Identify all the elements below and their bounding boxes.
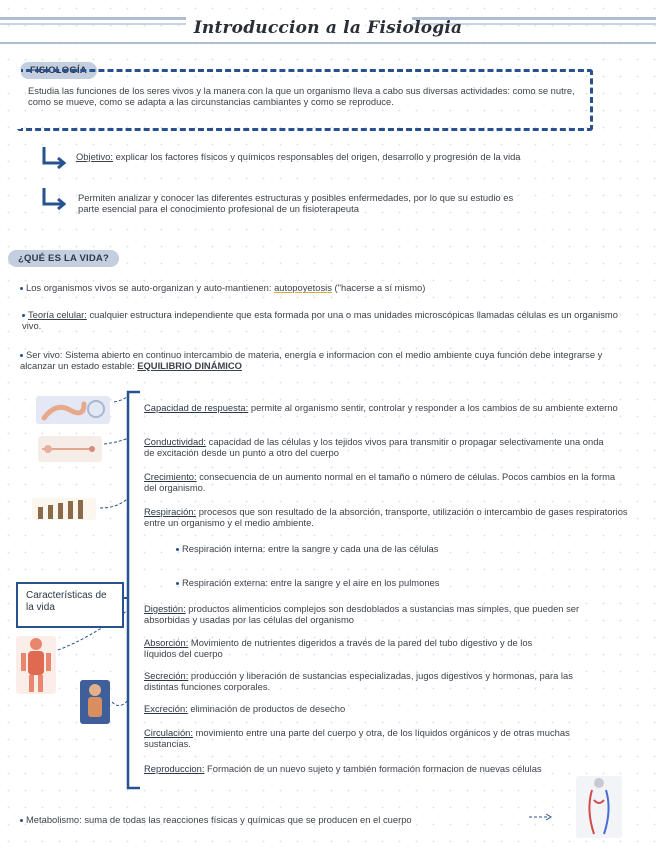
objetivo-text (76, 152, 546, 163)
vida-b1-post: ("hacerse a sí mismo) (331, 282, 426, 293)
char-item-text: movimiento entre una parte del cuerpo y otra, de los líquidos orgánicos y de otras muchas sustancias. (144, 727, 570, 749)
char-item-text: productos alimenticios complejos son desdoblados a sustancias mas simples, que pueden ser absorbidas y usadas por las células del organismo (144, 603, 580, 625)
autopoyetosis-word: autopoyetosis (274, 282, 332, 293)
char-item-respiracion (144, 507, 630, 528)
bullet-dot (176, 548, 179, 551)
equilibrio-dinamico: EQUILIBRIO DINÁMICO (137, 359, 242, 371)
objetivo-label: Objetivo: (76, 151, 113, 162)
char-item-text: capacidad de las células y los tejidos vivos para transmitir o propagar selectivamente una onda de excitación desde un punto a otro del cuerpo (144, 436, 604, 458)
char-item-reproduccion (144, 764, 580, 775)
char-item-label: Excreción: (144, 703, 188, 714)
bullet-dot (20, 287, 23, 290)
teoria-celular-text: cualquier estructura independiente que esta formada por una o mas unidades microscópicas llamadas células es un organismo vivo. (22, 309, 618, 331)
char-item-label: Circulación: (144, 727, 193, 738)
char-item-text: procesos que son resultado de la absorción, transporte, utilización o intercambio de gases respiratorios entre un organismo y el medio ambiente. (144, 506, 628, 528)
metabolismo-line (20, 815, 580, 826)
char-item-absorcion (144, 638, 564, 659)
permiten-text: Permiten analizar y conocer las diferentes estructuras y posibles enfermedades, por lo que su estudio es parte esencial para el conocimiento profesional de un fisioterapeuta (78, 192, 514, 214)
fisiologia-text: Estudia las funciones de los seres vivos y la manera con la que un organismo lleva a cabo sus diversas actividades: como se nutre, como se mueve, como se adapta a las circunstancias cambiantes y como se reproduce. (28, 85, 575, 107)
vida-bullet-2 (22, 310, 622, 331)
bullet-dot (20, 354, 23, 357)
char-item-digestion (144, 604, 584, 625)
vida-b1-pre: Los organismos vivos se auto-organizan y auto-mantienen: (26, 282, 275, 293)
char-item-label: Absorción: (144, 637, 189, 648)
char-item-respuesta (144, 403, 630, 414)
box-gap (17, 69, 21, 129)
vida-bullet-3 (20, 350, 630, 371)
char-item-label: Crecimiento: (144, 471, 197, 482)
char-item-text: Formación de un nuevo sujeto y también formación formacion de nuevas células (204, 763, 542, 774)
dashed-arrow-icon (528, 812, 554, 822)
char-item-secrecion (144, 671, 594, 692)
resp-externa-text: Respiración externa: entre la sangre y el aire en los pulmones (182, 577, 440, 588)
char-item-text: producción y liberación de sustancias especializadas, jugos digestivos y hormonas, para las distintas funciones corporales. (144, 670, 573, 692)
vida-pill: ¿QUÉ ES LA VIDA? (8, 250, 119, 267)
char-item-label: Capacidad de respuesta: (144, 402, 249, 413)
metabolismo-text: Metabolismo: suma de todas las reacciones físicas y químicas que se producen en el cuerpo (26, 814, 412, 825)
bullet-dot (20, 819, 23, 822)
char-item-label: Conductividad: (144, 436, 207, 447)
resp-sub-externa (176, 578, 576, 589)
teoria-celular-label: Teoría celular: (28, 309, 87, 320)
char-item-excrecion (144, 704, 564, 715)
char-item-label: Digestión: (144, 603, 186, 614)
char-item-conductividad (144, 437, 614, 458)
title-rule-bottom (0, 42, 656, 44)
page-title: Introduccion a la Fisiologia (193, 18, 463, 38)
char-item-text: consecuencia de un aumento normal en el tamaño o número de células. Pocos cambios en la forma del organismo. (144, 471, 616, 493)
bullet-dot (22, 314, 25, 317)
bullet-dot (176, 582, 179, 585)
char-item-text: Movimiento de nutrientes digeridos a través de la pared del tubo digestivo y de los líquidos del cuerpo (144, 637, 533, 659)
arrow-icon (40, 145, 68, 169)
char-item-label: Secreción: (144, 670, 189, 681)
arrow-icon-2 (40, 186, 68, 210)
char-item-label: Reproduccion: (144, 763, 205, 774)
char-item-text: eliminación de productos de desecho (187, 703, 346, 714)
char-item-circulacion (144, 728, 604, 749)
char-item-crecimiento (144, 472, 630, 493)
objetivo-body: explicar los factores físicos y químicos responsables del origen, desarrollo y progresión de la vida (113, 151, 521, 162)
char-item-label: Respiración: (144, 506, 197, 517)
vida-bullet-1 (20, 283, 620, 294)
ser-vivo-text: Ser vivo: Sistema abierto en continuo intercambio de materia, energía e informacion con el medio ambiente cuya función debe integrarse y alcanzar un estado estable: (20, 349, 603, 371)
caracteristicas-box: Características de la vida (16, 582, 124, 628)
resp-sub-interna (176, 544, 476, 555)
char-item-text: permite al organismo sentir, controlar y responder a los cambios de su ambiente externo (248, 402, 618, 413)
circulatory-figure (576, 776, 622, 838)
fisiologia-pill: FISIOLOGÍA (20, 62, 97, 79)
resp-interna-text: Respiración interna: entre la sangre y cada una de las células (182, 543, 439, 554)
